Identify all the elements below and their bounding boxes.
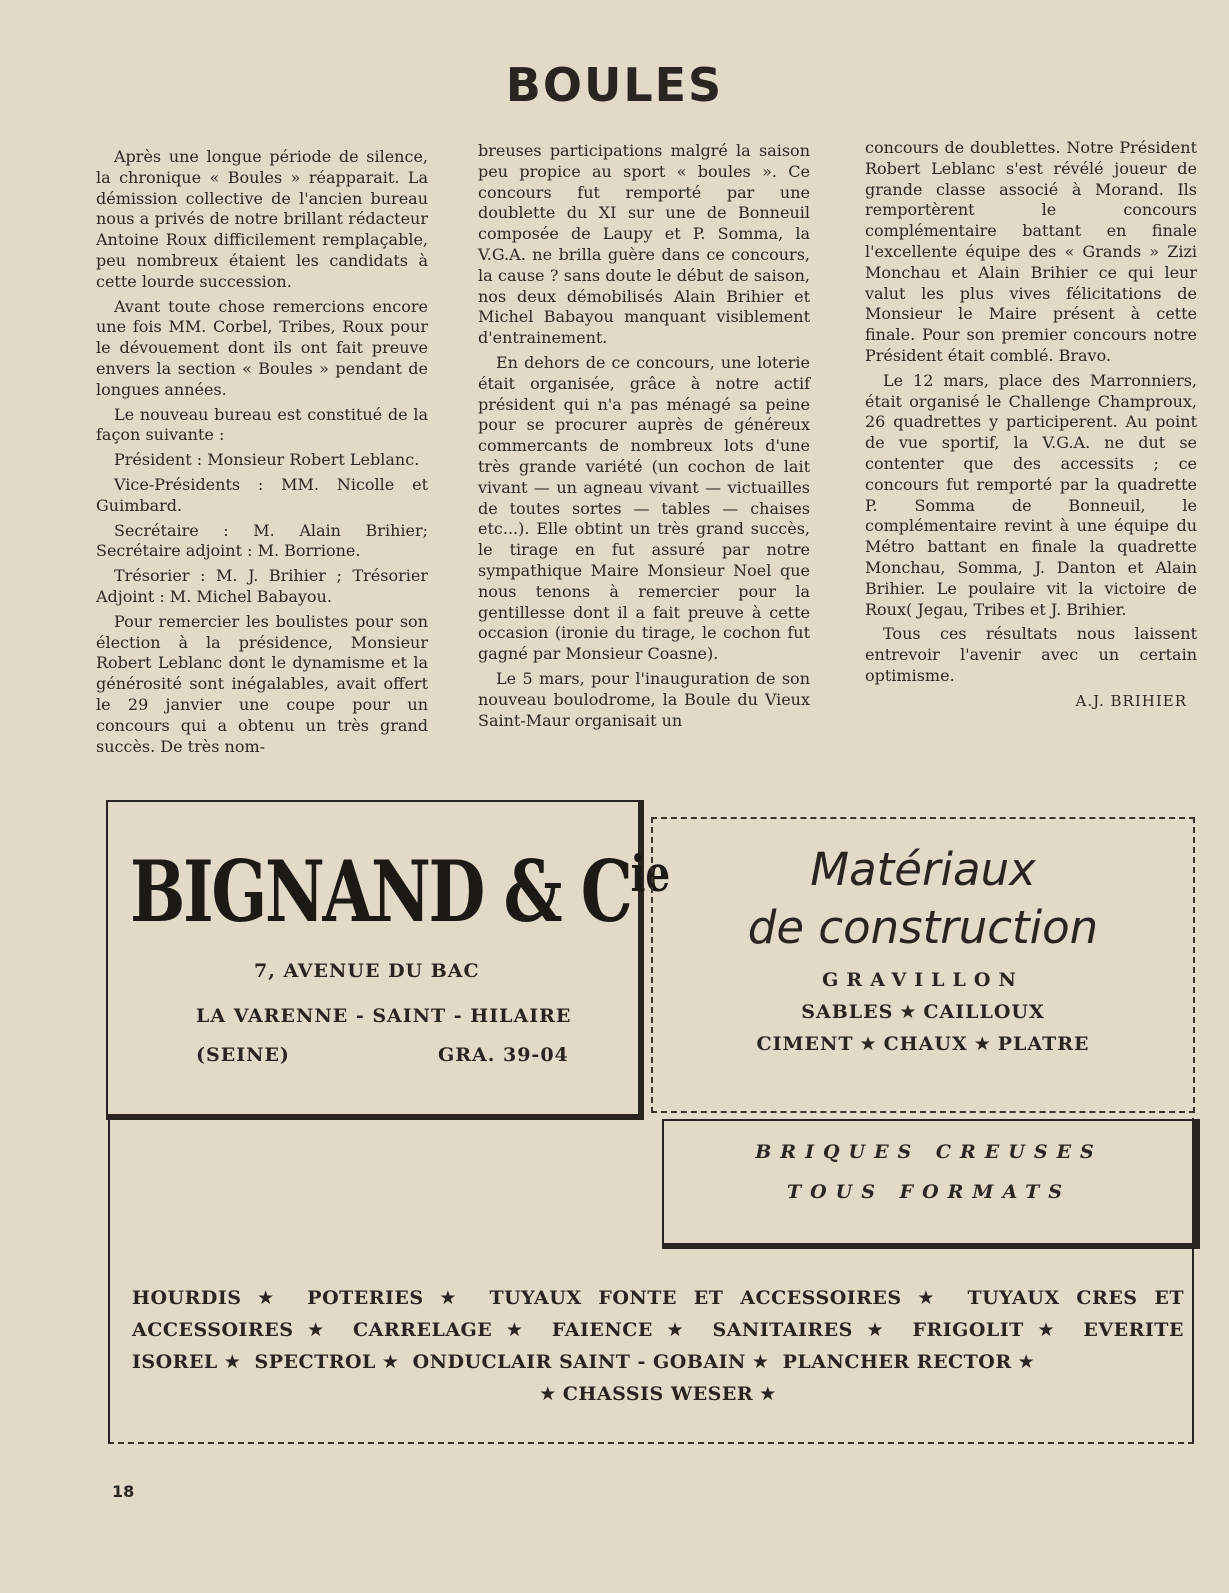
briques-ad bbox=[662, 1119, 1200, 1249]
bignand-city: LA VARENNE - SAINT - HILAIRE bbox=[196, 1005, 572, 1027]
paragraph: Après une longue période de silence, la chronique « Boules » réapparait. La démission collective de l'ancien bureau nous a privés de notre brillant rédacteur Antoine Roux difficilement remplaçable, peu nombreux étaient les candidats à cette lourde succession. bbox=[96, 147, 428, 291]
article-column-1 bbox=[96, 147, 428, 761]
products-list: HOURDIS ★ POTERIES ★ TUYAUX FONTE ET ACCESSOIRES ★ TUYAUX CRES ET ACCESSOIRES ★ CARRELAGE ★ FAIENCE ★ SANITAIRES ★ FRIGOLIT ★ EVERITE ISOREL ★ SPECTROL ★ ONDUCLAIR SAINT - GOBAIN ★ PLANCHER RECTOR ★ ★ CHASSIS WESER ★ bbox=[132, 1282, 1184, 1410]
article-title: BOULES bbox=[505, 58, 724, 112]
paragraph: Président : Monsieur Robert Leblanc. bbox=[114, 450, 420, 470]
paragraph: Avant toute chose remercions encore une fois MM. Corbel, Tribes, Roux pour le dévouement dont ils ont fait preuve envers la section « Boules » pendant de longues années. bbox=[96, 296, 428, 399]
briques-line-2: TOUS FORMATS bbox=[786, 1181, 1072, 1203]
materiaux-row-2: SABLES ★ CAILLOUX bbox=[801, 1001, 1045, 1023]
materiaux-row-3: CIMENT ★ CHAUX ★ PLATRE bbox=[756, 1033, 1090, 1055]
paragraph: Le nouveau bureau est constitué de la façon suivante : bbox=[96, 404, 428, 445]
products-last-line: ★ CHASSIS WESER ★ bbox=[539, 1383, 777, 1405]
bignand-dept: (SEINE) bbox=[196, 1044, 290, 1066]
bignand-ad bbox=[106, 800, 671, 1120]
briques-line-1: BRIQUES CREUSES bbox=[755, 1141, 1103, 1163]
paragraph: Le 12 mars, place des Marronniers, était organisé le Challenge Champroux, 26 quadrettes y participerent. Au point de vue sportif, la V.G.A. ne dut se contenter que des accessits ; ce concours fut remporté par la quadrette P. Somma de Bonneuil, le complémentaire revint à une équipe du Métro battant en finale la quadrette Monchau, Somma, J. Danton et Alain Brihier. Le poulaire vit la victoire de Roux( Jegau, Tribes et J. Brihier. bbox=[865, 370, 1197, 619]
bignand-phone: GRA. 39-04 bbox=[438, 1044, 569, 1066]
article-column-3 bbox=[865, 138, 1197, 716]
paragraph: Tous ces résultats nous laissent entrevoir l'avenir avec un certain optimisme. bbox=[865, 624, 1197, 685]
bignand-street: 7, AVENUE DU BAC bbox=[254, 960, 480, 982]
star-icon: ★ bbox=[899, 1001, 918, 1023]
article-column-2 bbox=[478, 141, 810, 735]
paragraph: Le 5 mars, pour l'inauguration de son nouveau boulodrome, la Boule du Vieux Saint-Maur organisait un bbox=[478, 668, 810, 730]
paragraph: concours de doublettes. Notre Président Robert Leblanc s'est révélé joueur de grande classe associé à Morand. Ils remportèrent le concours complémentaire battant en finale l'excellente équipe des « Grands » Zizi Monchau et Alain Brihier ce qui leur valut les plus vives félicitations de Monsieur le Maire présent à cette finale. Pour son premier concours notre Président était comblé. Bravo. bbox=[865, 138, 1197, 365]
paragraph: Secrétaire : M. Alain Brihier; Secrétaire adjoint : M. Borrione. bbox=[96, 520, 428, 561]
paragraph: Vice-Présidents : MM. Nicolle et Guimbard. bbox=[96, 474, 428, 515]
star-icon: ★ bbox=[859, 1033, 878, 1055]
materiaux-subtitle: de construction bbox=[747, 901, 1099, 954]
paragraph: Trésorier : M. J. Brihier ; Trésorier Adjoint : M. Michel Babayou. bbox=[96, 566, 428, 606]
materiaux-ad bbox=[651, 817, 1195, 1113]
materiaux-title: Matériaux bbox=[810, 843, 1036, 896]
signature: A.J. BRIHIER bbox=[1075, 691, 1187, 710]
star-icon: ★ bbox=[973, 1033, 992, 1055]
paragraph: En dehors de ce concours, une loterie était organisée, grâce à notre actif président qui n'a pas ménagé sa peine pour se procurer auprès de généreux commercants de nombreux lots d'une très grande variété (un cochon de lait vivant — un agneau vivant — victuailles de toutes sortes — tables — chaises etc...). Elle obtint un très grand succès, le tirage en fut assuré par notre sympathique Maire Monsieur Noel que nous tenons à remercier pour la gentillesse dont il a fait preuve à cette occasion (ironie du tirage, le cochon fut gagné par Monsieur Coasne). bbox=[478, 352, 810, 664]
bignand-logo: BIGNAND & $C^{ie}$ bbox=[130, 842, 671, 941]
paragraph: breuses participations malgré la saison peu propice au sport « boules ». Ce concours fut remporté par une doublette du XI sur une de Bonneuil composée de Laupy et P. Somma, la V.G.A. ne brilla guère dans ce concours, la cause ? sans doute le début de saison, nos deux démobilisés Alain Brihier et Michel Babayou manquant visiblement d'entrainement. bbox=[478, 141, 810, 348]
paragraph: Pour remercier les boulistes pour son élection à la présidence, Monsieur Robert Leblanc dont le dynamisme et la générosité sont inégalables, avait offert le 29 janvier une coupe pour un concours qui a obtenu un très grand succès. De très nom- bbox=[96, 611, 428, 756]
gravillon-label: GRAVILLON bbox=[822, 969, 1024, 991]
page-number: 18 bbox=[112, 1482, 135, 1501]
